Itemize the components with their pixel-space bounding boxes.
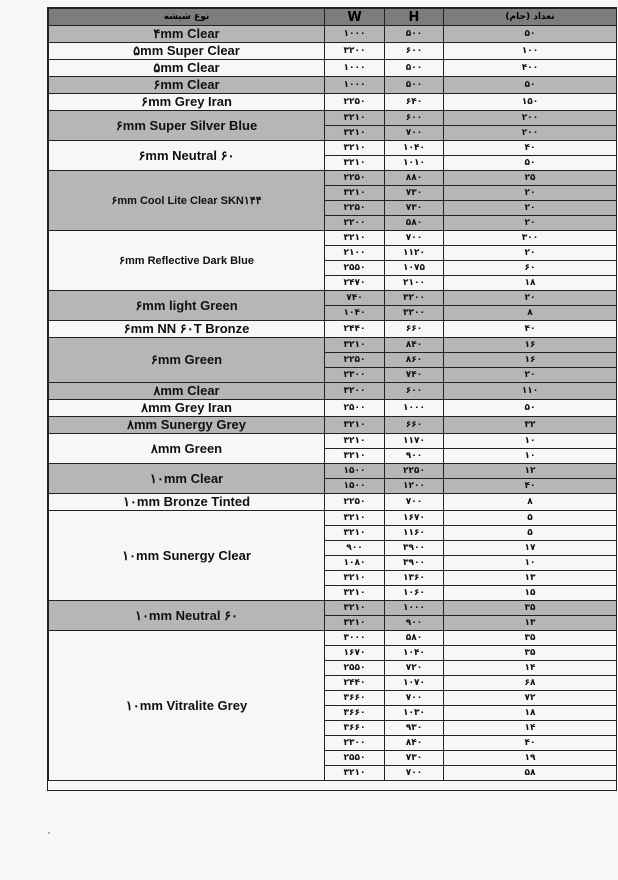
quantity-cell: ۲۰ (444, 291, 617, 306)
quantity-cell: ۵۰ (444, 26, 617, 43)
height-cell: ۷۰۰ (385, 231, 444, 246)
quantity-cell: ۳۵ (444, 601, 617, 616)
height-cell: ۶۰۰ (385, 43, 444, 60)
table-row (49, 338, 617, 353)
height-cell: ۱۰۶۰ (385, 586, 444, 601)
width-cell: ۳۲۱۰ (325, 186, 385, 201)
height-cell: ۵۰۰ (385, 26, 444, 43)
quantity-cell: ۱۱۰ (444, 383, 617, 400)
quantity-cell: ۲۰۰ (444, 126, 617, 141)
width-cell: ۳۲۰۰ (325, 43, 385, 60)
height-cell: ۷۳۰ (385, 751, 444, 766)
width-cell: ۳۲۱۰ (325, 616, 385, 631)
height-cell: ۵۰۰ (385, 60, 444, 77)
height-cell: ۸۴۰ (385, 736, 444, 751)
width-cell: ۲۱۰۰ (325, 246, 385, 261)
width-cell: ۲۵۵۰ (325, 661, 385, 676)
width-cell: ۳۲۱۰ (325, 417, 385, 434)
table-body (49, 26, 617, 781)
width-cell: ۲۲۵۰ (325, 353, 385, 368)
quantity-cell: ۱۰ (444, 449, 617, 464)
width-cell: ۲۲۵۰ (325, 201, 385, 216)
header-row (49, 9, 617, 26)
quantity-cell: ۱۲ (444, 464, 617, 479)
width-cell: ۲۲۵۰ (325, 171, 385, 186)
quantity-cell: ۴۰ (444, 736, 617, 751)
table-row (49, 383, 617, 400)
quantity-cell: ۴۰ (444, 479, 617, 494)
width-cell: ۲۴۴۰ (325, 676, 385, 691)
glass-type-cell: ۱۰mm Sunergy Clear (49, 511, 325, 601)
height-cell: ۱۰۰۰ (385, 601, 444, 616)
glass-type-cell: ۱۰mm Clear (49, 464, 325, 494)
width-cell: ۱۰۰۰ (325, 26, 385, 43)
height-cell: ۱۱۶۰ (385, 526, 444, 541)
height-cell: ۳۹۰۰ (385, 556, 444, 571)
glass-type-cell: ۱۰mm Vitralite Grey (49, 631, 325, 781)
quantity-cell: ۲۰ (444, 186, 617, 201)
height-cell: ۶۴۰ (385, 94, 444, 111)
height-cell: ۶۶۰ (385, 417, 444, 434)
quantity-cell: ۱۶ (444, 338, 617, 353)
quantity-cell: ۲۰ (444, 246, 617, 261)
width-cell: ۳۲۱۰ (325, 338, 385, 353)
quantity-cell: ۱۸ (444, 706, 617, 721)
glass-type-cell: ۶mm light Green (49, 291, 325, 321)
height-cell: ۸۴۰ (385, 338, 444, 353)
quantity-cell: ۷۲ (444, 691, 617, 706)
width-cell: ۲۵۵۰ (325, 751, 385, 766)
quantity-cell: ۸ (444, 306, 617, 321)
glass-type-cell: ۶mm Super Silver Blue (49, 111, 325, 141)
glass-type-cell: ۸mm Green (49, 434, 325, 464)
height-cell: ۱۱۷۰ (385, 434, 444, 449)
width-cell: ۳۲۱۰ (325, 126, 385, 141)
width-cell: ۳۲۱۰ (325, 571, 385, 586)
table-row (49, 464, 617, 479)
table-row (49, 631, 617, 646)
width-cell: ۳۲۱۰ (325, 526, 385, 541)
quantity-cell: ۱۷ (444, 541, 617, 556)
height-cell: ۱۰۱۰ (385, 156, 444, 171)
quantity-cell: ۵۰ (444, 156, 617, 171)
glass-type-cell: ۶mm NN ۶۰T Bronze (49, 321, 325, 338)
quantity-cell: ۱۸ (444, 276, 617, 291)
table-row (49, 494, 617, 511)
width-cell: ۱۰۰۰ (325, 77, 385, 94)
height-cell: ۱۰۷۵ (385, 261, 444, 276)
height-cell: ۱۰۰۰ (385, 400, 444, 417)
height-cell: ۷۰۰ (385, 126, 444, 141)
table-row (49, 171, 617, 186)
glass-type-cell: ۶mm Cool Lite Clear SKN۱۴۴ (49, 171, 325, 231)
width-cell: ۳۶۶۰ (325, 706, 385, 721)
table-row (49, 231, 617, 246)
header-quantity: تعداد (جام) (444, 9, 617, 26)
table-row (49, 511, 617, 526)
glass-inventory-table (48, 8, 617, 781)
height-cell: ۳۹۰۰ (385, 541, 444, 556)
height-cell: ۶۰۰ (385, 383, 444, 400)
width-cell: ۱۵۰۰ (325, 464, 385, 479)
quantity-cell: ۱۳ (444, 571, 617, 586)
glass-type-cell: ۶mm Grey Iran (49, 94, 325, 111)
quantity-cell: ۱۰ (444, 556, 617, 571)
width-cell: ۱۰۰۰ (325, 60, 385, 77)
height-cell: ۷۰۰ (385, 494, 444, 511)
glass-type-cell: ۸mm Sunergy Grey (49, 417, 325, 434)
table-row (49, 321, 617, 338)
quantity-cell: ۳۵ (444, 646, 617, 661)
width-cell: ۳۶۶۰ (325, 691, 385, 706)
height-cell: ۶۰۰ (385, 111, 444, 126)
width-cell: ۳۲۰۰ (325, 383, 385, 400)
table-row (49, 291, 617, 306)
table-row (49, 601, 617, 616)
quantity-cell: ۴۰۰ (444, 60, 617, 77)
quantity-cell: ۱۴ (444, 661, 617, 676)
glass-type-cell: ۵mm Clear (49, 60, 325, 77)
glass-type-cell: ۴mm Clear (49, 26, 325, 43)
quantity-cell: ۳۵ (444, 631, 617, 646)
width-cell: ۳۲۱۰ (325, 111, 385, 126)
width-cell: ۲۲۰۰ (325, 216, 385, 231)
height-cell: ۵۸۰ (385, 631, 444, 646)
quantity-cell: ۵۰ (444, 400, 617, 417)
height-cell: ۸۸۰ (385, 171, 444, 186)
width-cell: ۷۴۰ (325, 291, 385, 306)
width-cell: ۲۴۷۰ (325, 276, 385, 291)
width-cell: ۱۰۸۰ (325, 556, 385, 571)
quantity-cell: ۲۰ (444, 201, 617, 216)
table-row (49, 417, 617, 434)
height-cell: ۶۶۰ (385, 321, 444, 338)
height-cell: ۷۲۰ (385, 661, 444, 676)
width-cell: ۳۲۱۰ (325, 766, 385, 781)
height-cell: ۳۲۰۰ (385, 306, 444, 321)
quantity-cell: ۵۸ (444, 766, 617, 781)
height-cell: ۱۰۴۰ (385, 141, 444, 156)
width-cell: ۳۲۱۰ (325, 434, 385, 449)
width-cell: ۳۲۱۰ (325, 231, 385, 246)
width-cell: ۳۲۱۰ (325, 601, 385, 616)
quantity-cell: ۱۹ (444, 751, 617, 766)
glass-type-cell: ۸mm Clear (49, 383, 325, 400)
quantity-cell: ۱۴ (444, 721, 617, 736)
height-cell: ۷۳۰ (385, 201, 444, 216)
glass-type-cell: ۱۰mm Bronze Tinted (49, 494, 325, 511)
table-row (49, 400, 617, 417)
height-cell: ۱۰۳۰ (385, 706, 444, 721)
width-cell: ۱۰۴۰ (325, 306, 385, 321)
quantity-cell: ۲۵ (444, 171, 617, 186)
header-height: H (385, 9, 444, 26)
height-cell: ۹۳۰ (385, 721, 444, 736)
glass-inventory-sheet (48, 8, 616, 781)
glass-type-cell: ۶mm Clear (49, 77, 325, 94)
height-cell: ۱۶۷۰ (385, 511, 444, 526)
height-cell: ۱۳۶۰ (385, 571, 444, 586)
table-row (49, 141, 617, 156)
height-cell: ۷۰۰ (385, 766, 444, 781)
glass-type-cell: ۱۰mm Neutral ۶۰ (49, 601, 325, 631)
header-glass-type: نوع شیشه (49, 9, 325, 26)
table-row (49, 26, 617, 43)
glass-type-cell: ۶mm Green (49, 338, 325, 383)
quantity-cell: ۱۵۰ (444, 94, 617, 111)
height-cell: ۵۰۰ (385, 77, 444, 94)
height-cell: ۱۱۲۰ (385, 246, 444, 261)
quantity-cell: ۱۰۰ (444, 43, 617, 60)
height-cell: ۹۰۰ (385, 449, 444, 464)
height-cell: ۲۱۰۰ (385, 276, 444, 291)
width-cell: ۳۲۱۰ (325, 586, 385, 601)
width-cell: ۹۰۰ (325, 541, 385, 556)
table-row (49, 43, 617, 60)
table-row (49, 94, 617, 111)
height-cell: ۵۸۰ (385, 216, 444, 231)
glass-type-cell: ۵mm Super Clear (49, 43, 325, 60)
table-row (49, 77, 617, 94)
quantity-cell: ۱۵ (444, 586, 617, 601)
height-cell: ۷۳۰ (385, 186, 444, 201)
width-cell: ۱۶۷۰ (325, 646, 385, 661)
width-cell: ۳۲۱۰ (325, 156, 385, 171)
quantity-cell: ۵ (444, 526, 617, 541)
width-cell: ۲۵۵۰ (325, 261, 385, 276)
quantity-cell: ۱۳ (444, 616, 617, 631)
quantity-cell: ۴۰ (444, 141, 617, 156)
height-cell: ۸۶۰ (385, 353, 444, 368)
quantity-cell: ۳۲ (444, 417, 617, 434)
scan-speck (48, 832, 50, 834)
width-cell: ۳۲۱۰ (325, 511, 385, 526)
width-cell: ۲۴۴۰ (325, 321, 385, 338)
header-width: W (325, 9, 385, 26)
quantity-cell: ۶۸ (444, 676, 617, 691)
glass-type-cell: ۸mm Grey Iran (49, 400, 325, 417)
height-cell: ۱۰۷۰ (385, 676, 444, 691)
height-cell: ۹۰۰ (385, 616, 444, 631)
height-cell: ۱۰۴۰ (385, 646, 444, 661)
table-row (49, 111, 617, 126)
quantity-cell: ۲۰ (444, 216, 617, 231)
width-cell: ۲۲۵۰ (325, 94, 385, 111)
width-cell: ۳۰۰۰ (325, 631, 385, 646)
width-cell: ۲۵۰۰ (325, 400, 385, 417)
height-cell: ۷۴۰ (385, 368, 444, 383)
quantity-cell: ۳۰۰ (444, 231, 617, 246)
quantity-cell: ۱۶ (444, 353, 617, 368)
quantity-cell: ۲۰ (444, 368, 617, 383)
quantity-cell: ۸ (444, 494, 617, 511)
glass-type-cell: ۶mm Reflective Dark Blue (49, 231, 325, 291)
width-cell: ۲۲۵۰ (325, 494, 385, 511)
width-cell: ۲۳۰۰ (325, 368, 385, 383)
width-cell: ۲۳۰۰ (325, 736, 385, 751)
table-row (49, 434, 617, 449)
width-cell: ۳۲۱۰ (325, 141, 385, 156)
quantity-cell: ۶۰ (444, 261, 617, 276)
table-row (49, 60, 617, 77)
height-cell: ۳۲۰۰ (385, 291, 444, 306)
height-cell: ۷۰۰ (385, 691, 444, 706)
glass-type-cell: ۶mm Neutral ۶۰ (49, 141, 325, 171)
width-cell: ۱۵۰۰ (325, 479, 385, 494)
quantity-cell: ۵۰ (444, 77, 617, 94)
quantity-cell: ۲۰۰ (444, 111, 617, 126)
width-cell: ۳۲۱۰ (325, 449, 385, 464)
quantity-cell: ۴۰ (444, 321, 617, 338)
quantity-cell: ۱۰ (444, 434, 617, 449)
height-cell: ۲۲۵۰ (385, 464, 444, 479)
quantity-cell: ۵ (444, 511, 617, 526)
width-cell: ۳۶۶۰ (325, 721, 385, 736)
height-cell: ۱۲۰۰ (385, 479, 444, 494)
